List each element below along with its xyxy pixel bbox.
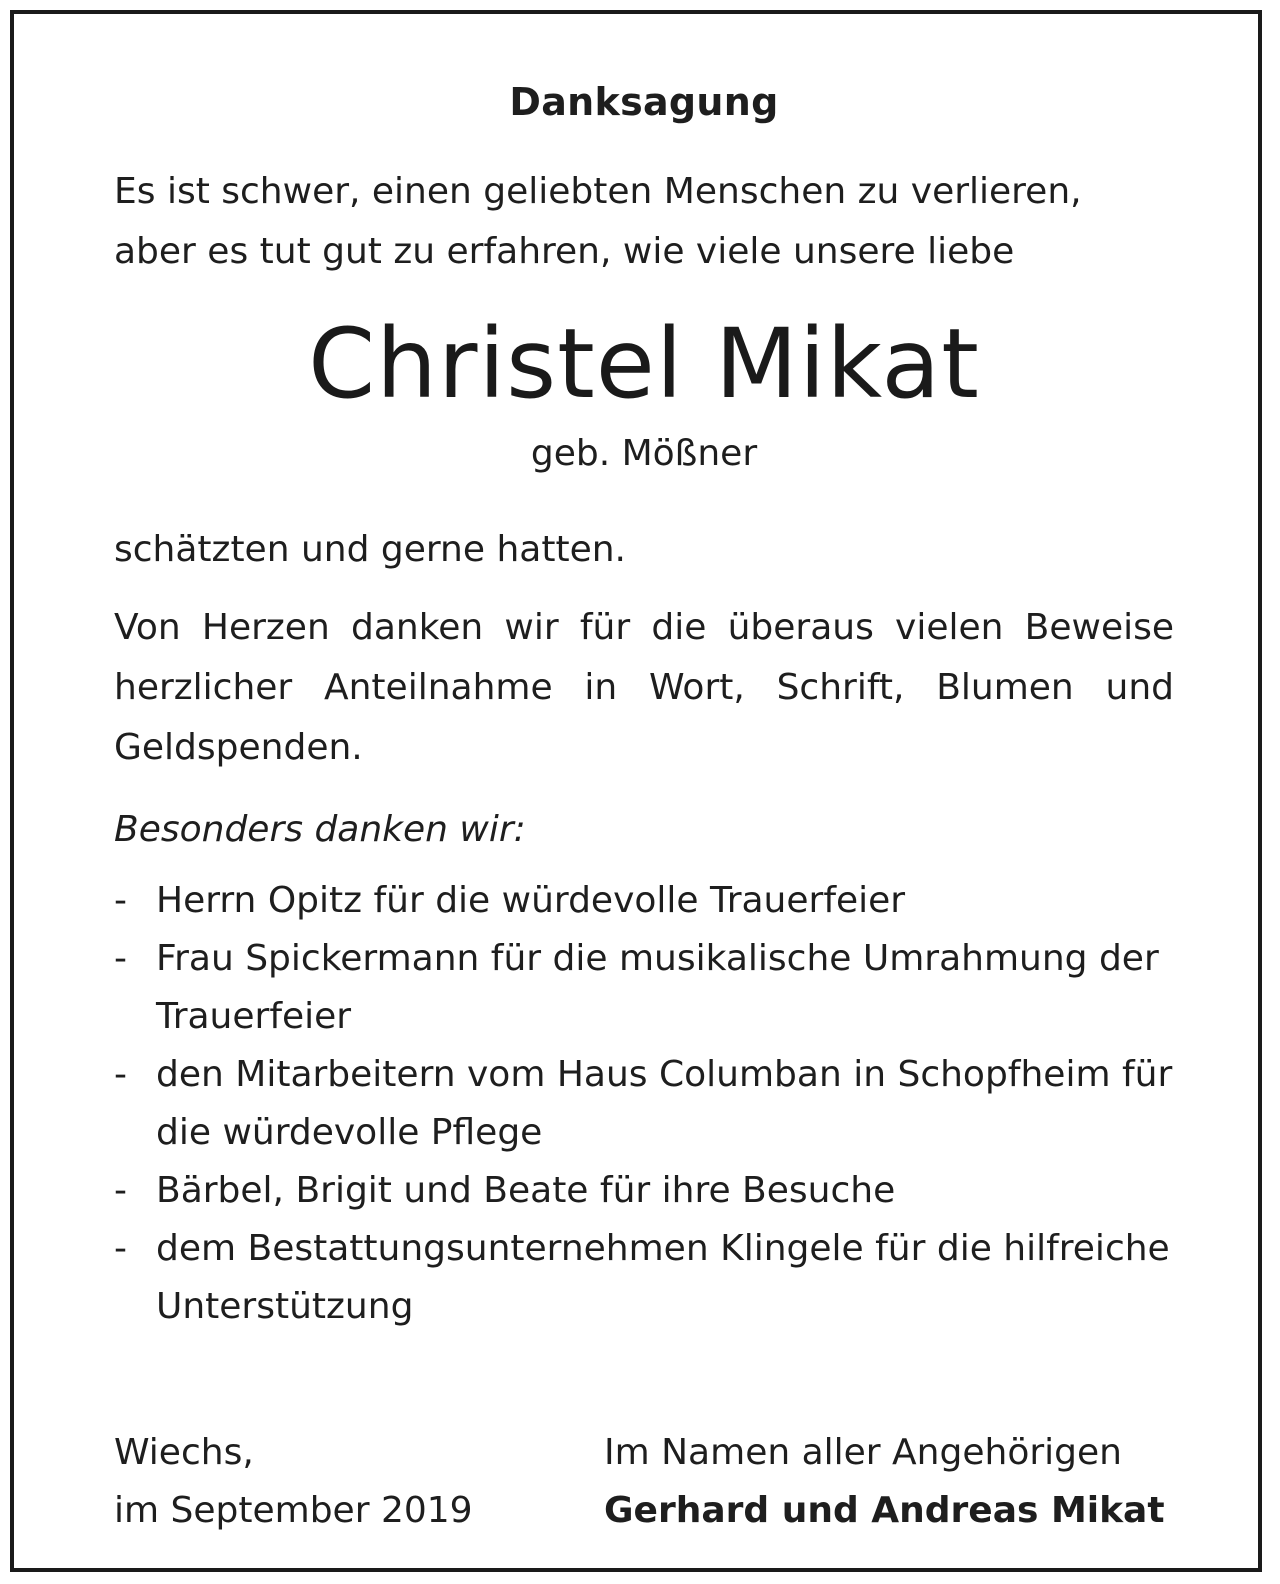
list-item: [114, 1220, 1174, 1336]
intro-line: Es ist schwer, einen geliebten Menschen zu verlieren,: [114, 171, 1082, 212]
thanks-paragraph: Von Herzen danken wir für die überaus vielen Beweise herzlicher Anteilnahme in Wort, Schrift, Blumen und Geldspenden.: [114, 607, 1174, 768]
list-item-text: dem Bestattungsunternehmen Klingele für die hilfreiche Unterstützung: [156, 1228, 1170, 1327]
list-item-text: Herrn Opitz für die würdevolle Trauerfeier: [156, 880, 906, 921]
list-dash: -: [114, 938, 127, 979]
notice-heading: Danksagung: [509, 80, 779, 124]
deceased-name: Christel Mikat: [308, 308, 980, 420]
after-name-text: schätzten und gerne hatten.: [114, 529, 626, 570]
signature-line: Im Namen aller Angehörigen: [604, 1432, 1122, 1473]
date: im September 2019: [114, 1490, 473, 1531]
place: Wiechs,: [114, 1432, 254, 1473]
birth-name: geb. Mößner: [530, 433, 758, 474]
list-dash: -: [114, 1054, 127, 1095]
intro-line: aber es tut gut zu erfahren, wie viele unsere liebe: [114, 231, 1015, 272]
list-item-text: Bärbel, Brigit und Beate für ihre Besuche: [156, 1170, 896, 1211]
signature-block: [604, 1424, 1174, 1540]
signature-names: Gerhard und Andreas Mikat: [604, 1490, 1165, 1531]
list-item-text: den Mitarbeitern vom Haus Columban in Schopfheim für die würdevolle Pflege: [156, 1054, 1173, 1153]
list-dash: -: [114, 1170, 127, 1211]
special-thanks-list: [114, 872, 1174, 1336]
list-dash: -: [114, 1228, 127, 1269]
place-date-block: [114, 1424, 473, 1540]
list-item-text: Frau Spickermann für die musikalische Umrahmung der Trauerfeier: [156, 938, 1159, 1037]
special-thanks-heading: Besonders danken wir:: [114, 809, 526, 850]
notice-frame: [10, 10, 1262, 1572]
list-item: [114, 930, 1174, 1046]
list-item: [114, 1046, 1174, 1162]
list-item: [114, 872, 1174, 930]
intro-text: [114, 162, 1174, 282]
list-dash: -: [114, 880, 127, 921]
notice-content: [114, 74, 1174, 1531]
list-item: [114, 1162, 1174, 1220]
